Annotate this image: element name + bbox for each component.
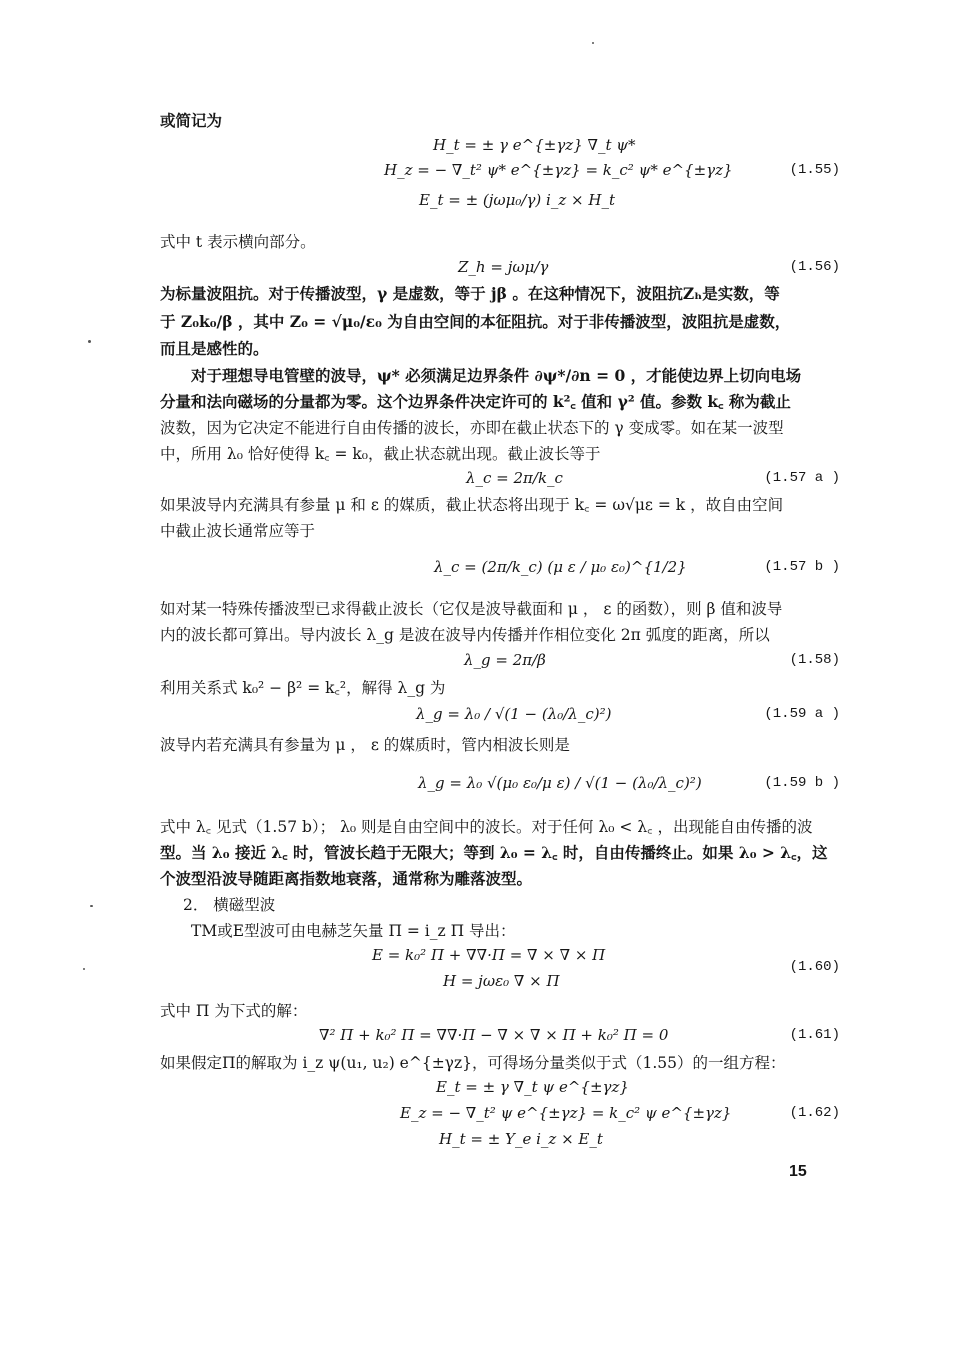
text-line: 内的波长都可算出。导内波长 λ_g 是波在波导内传播并作相位变化 2π 弧度的距离，所以	[160, 626, 770, 644]
text-line: 于 Z₀k₀/β ，其中 Z₀ = √μ₀/ε₀ 为自由空间的本征阻抗。对于非传播波型，波阻抗是虚数，	[160, 312, 791, 331]
equation-number: (1.55)	[789, 162, 840, 178]
equation-1.58: λ_g = 2π/β	[464, 651, 546, 669]
equation-1.62-c: H_t = ± Y_e i_z × E_t	[439, 1130, 603, 1148]
text-line: 中，所用 λ₀ 恰好使得 k꜀ = k₀，截止状态就出现。截止波长等于	[160, 445, 601, 463]
equation-number: (1.61)	[789, 1027, 840, 1043]
text-line: TM或E型波可由电赫芝矢量 Π = i_z Π 导出：	[191, 922, 516, 940]
text-line: 对于理想导电管壁的波导，ψ* 必须满足边界条件 ∂ψ*/∂n = 0 ，才能使边界上切向电场	[191, 366, 802, 385]
section-heading: 2． 横磁型波	[183, 896, 276, 914]
text-line: 式中 λ꜀ 见式（1.57 b）； λ₀ 则是自由空间中的波长。对于任何 λ₀ < λ꜀ ，出现能自由传播的波	[160, 818, 813, 836]
equation-1.60-a: E = k₀² Π + ∇∇·Π = ∇ × ∇ × Π	[372, 946, 606, 964]
equation-number: (1.58)	[789, 652, 840, 668]
scan-speck	[88, 340, 91, 343]
equation-1.56: Z_h = jωμ/γ	[458, 258, 549, 276]
equation-number: (1.56)	[789, 259, 840, 275]
scan-speck	[592, 42, 594, 44]
equation-1.59a: λ_g = λ₀ / √(1 − (λ₀/λ_c)²)	[416, 705, 612, 723]
text-line: 波导内若充满具有参量为 μ ， ε 的媒质时，管内相波长则是	[160, 736, 570, 754]
equation-1.57b: λ_c = (2π/k_c) (μ ε / μ₀ ε₀)^{1/2}	[434, 558, 687, 576]
equation-number: (1.57 a )	[764, 470, 840, 486]
equation-1.55-c: E_t = ± (jωμ₀/γ) i_z × H_t	[419, 191, 615, 209]
equation-number: (1.59 a )	[764, 706, 840, 722]
text-line: 中截止波长通常应等于	[160, 522, 316, 540]
equation-1.59b: λ_g = λ₀ √(μ₀ ε₀/μ ε) / √(1 − (λ₀/λ_c)²)	[418, 774, 702, 792]
equation-1.62-b: E_z = − ∇_t² ψ e^{±γz} = k_c² ψ e^{±γz}	[400, 1104, 732, 1122]
text-line: 如对某一特殊传播波型已求得截止波长（它仅是波导截面和 μ ， ε 的函数），则 β 值和波导	[160, 600, 783, 618]
text-line: 如果波导内充满具有参量 μ 和 ε 的媒质，截止状态将出现于 k꜀ = ω√με = k ，故自由空间	[160, 496, 784, 514]
equation-1.61: ∇² Π + k₀² Π = ∇∇·Π − ∇ × ∇ × Π + k₀² Π = 0	[319, 1026, 669, 1044]
text-line: 波数，因为它决定不能进行自由传播的波长，亦即在截止状态下的 γ 变成零。如在某一波型	[160, 419, 784, 437]
text-line: 而且是感性的。	[160, 339, 269, 358]
text-line: 个波型沿波导随距离指数地衰落，通常称为雕落波型。	[160, 869, 533, 888]
equation-1.62-a: E_t = ± γ ∇_t ψ e^{±γz}	[436, 1078, 629, 1096]
text-line: 型。当 λ₀ 接近 λ꜀ 时，管波长趋于无限大；等到 λ₀ = λ꜀ 时，自由传播终止。如果 λ₀ > λ꜀，这	[160, 843, 828, 862]
page-number: 15	[789, 1163, 807, 1180]
scan-speck	[83, 968, 85, 970]
scan-speck	[90, 905, 93, 907]
text-line: 式中 Π 为下式的解：	[160, 1002, 308, 1020]
text-line: 分量和法向磁场的分量都为零。这个边界条件决定许可的 k²꜀ 值和 γ² 值。参数 k꜀ 称为截止	[160, 392, 791, 411]
text-line: 或简记为	[160, 111, 223, 130]
text-line: 利用关系式 k₀² − β² = k꜀²，解得 λ_g 为	[160, 679, 446, 697]
equation-number: (1.60)	[789, 959, 840, 975]
equation-1.55-a: H_t = ± γ e^{±γz} ∇_t ψ*	[433, 136, 636, 154]
text-line: 为标量波阻抗。对于传播波型，γ 是虚数，等于 jβ 。在这种情况下，波阻抗Zₕ是实数，等	[160, 284, 780, 303]
equation-1.60-b: H = jωε₀ ∇ × Π	[443, 972, 560, 990]
equation-1.55-b: H_z = − ∇_t² ψ* e^{±γz} = k_c² ψ* e^{±γz}	[384, 161, 733, 179]
text-line: 式中 t 表示横向部分。	[160, 233, 316, 251]
equation-1.57a: λ_c = 2π/k_c	[466, 469, 563, 487]
equation-number: (1.57 b )	[764, 559, 840, 575]
equation-number: (1.59 b )	[764, 775, 840, 791]
text-line: 如果假定Π的解取为 i_z ψ(u₁, u₂) e^{±γz}，可得场分量类似于式（1.55）的一组方程：	[160, 1054, 786, 1072]
equation-number: (1.62)	[789, 1105, 840, 1121]
